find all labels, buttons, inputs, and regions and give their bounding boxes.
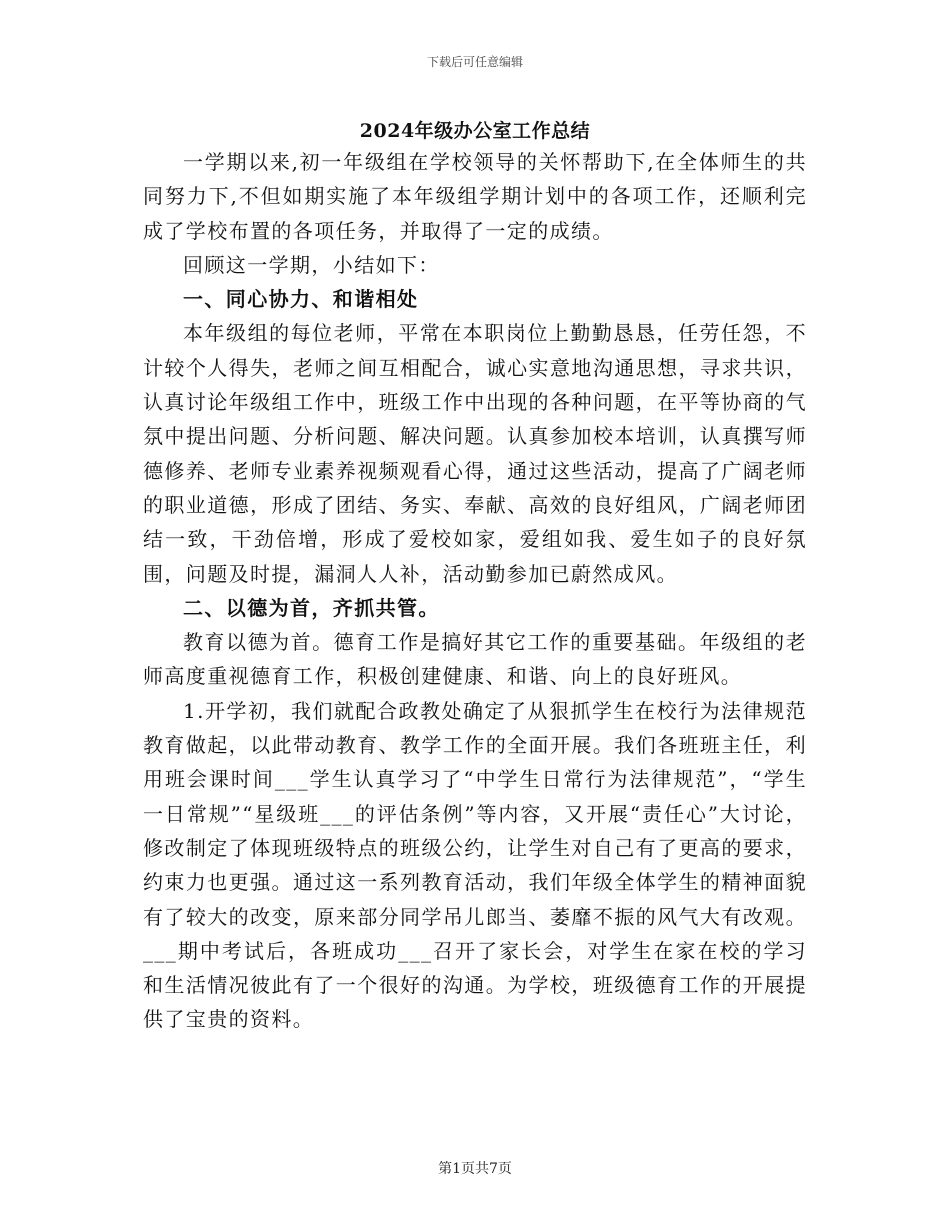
- section-heading-1: 一、同心协力、和谐相处: [183, 287, 419, 312]
- section-2-intro-paragraph: 教育以德为首。德育工作是搞好其它工作的重要基础。年级组的老师高度重视德育工作，积极创建健康、和谐、向上的良好班风。: [143, 630, 807, 689]
- document-body: [143, 145, 807, 1037]
- section-1-paragraph: 本年级组的每位老师，平常在本职岗位上勤勤恳恳，任劳任怨，不计较个人得失，老师之间互相配合，诚心实意地沟通思想，寻求共识，认真讨论年级组工作中，班级工作中出现的各种问题，在平等协商的气氛中提出问题、分析问题、解决问题。认真参加校本培训，认真撰写师德修养、老师专业素养视频观看心得，通过这些活动，提高了广阔老师的职业道德，形成了团结、务实、奉献、高效的良好组风，广阔老师团结一致，干劲倍增，形成了爱校如家，爱组如我、爱生如子的良好氛围，问题及时提，漏洞人人补，活动勤参加已蔚然成风。: [143, 321, 807, 586]
- review-intro-paragraph: 回顾这一学期，小结如下：: [183, 252, 440, 277]
- page-number-footer: 第1页共7页: [438, 1161, 512, 1177]
- document-title: 2024年级办公室工作总结: [359, 120, 591, 142]
- intro-paragraph: 一学期以来,初一年级组在学校领导的关怀帮助下,在全体师生的共同努力下,不但如期实施了本年级组学期计划中的各项工作，还顺利完成了学校布置的各项任务，并取得了一定的成绩。: [143, 150, 807, 243]
- section-2-item-1-paragraph: 1.开学初，我们就配合政教处确定了从狠抓学生在校行为法律规范教育做起，以此带动教育、教学工作的全面开展。我们各班班主任，利用班会课时间___学生认真学习了“中学生日常行为法律规范”，“学生一日常规”“星级班___的评估条例”等内容，又开展“责任心”大讨论，修改制定了体现班级特点的班级公约，让学生对自己有了更高的要求，约束力也更强。通过这一系列教育活动，我们年级全体学生的精神面貌有了较大的改变，原来部分同学吊儿郎当、萎靡不振的风气大有改观。___期中考试后，各班成功___召开了家长会，对学生在家在校的学习和生活情况彼此有了一个很好的沟通。为学校，班级德育工作的开展提供了宝贵的资料。: [143, 698, 807, 1032]
- page-header-note: 下载后可任意编辑: [426, 55, 523, 69]
- section-heading-2: 二、以德为首，齐抓共管。: [183, 595, 440, 620]
